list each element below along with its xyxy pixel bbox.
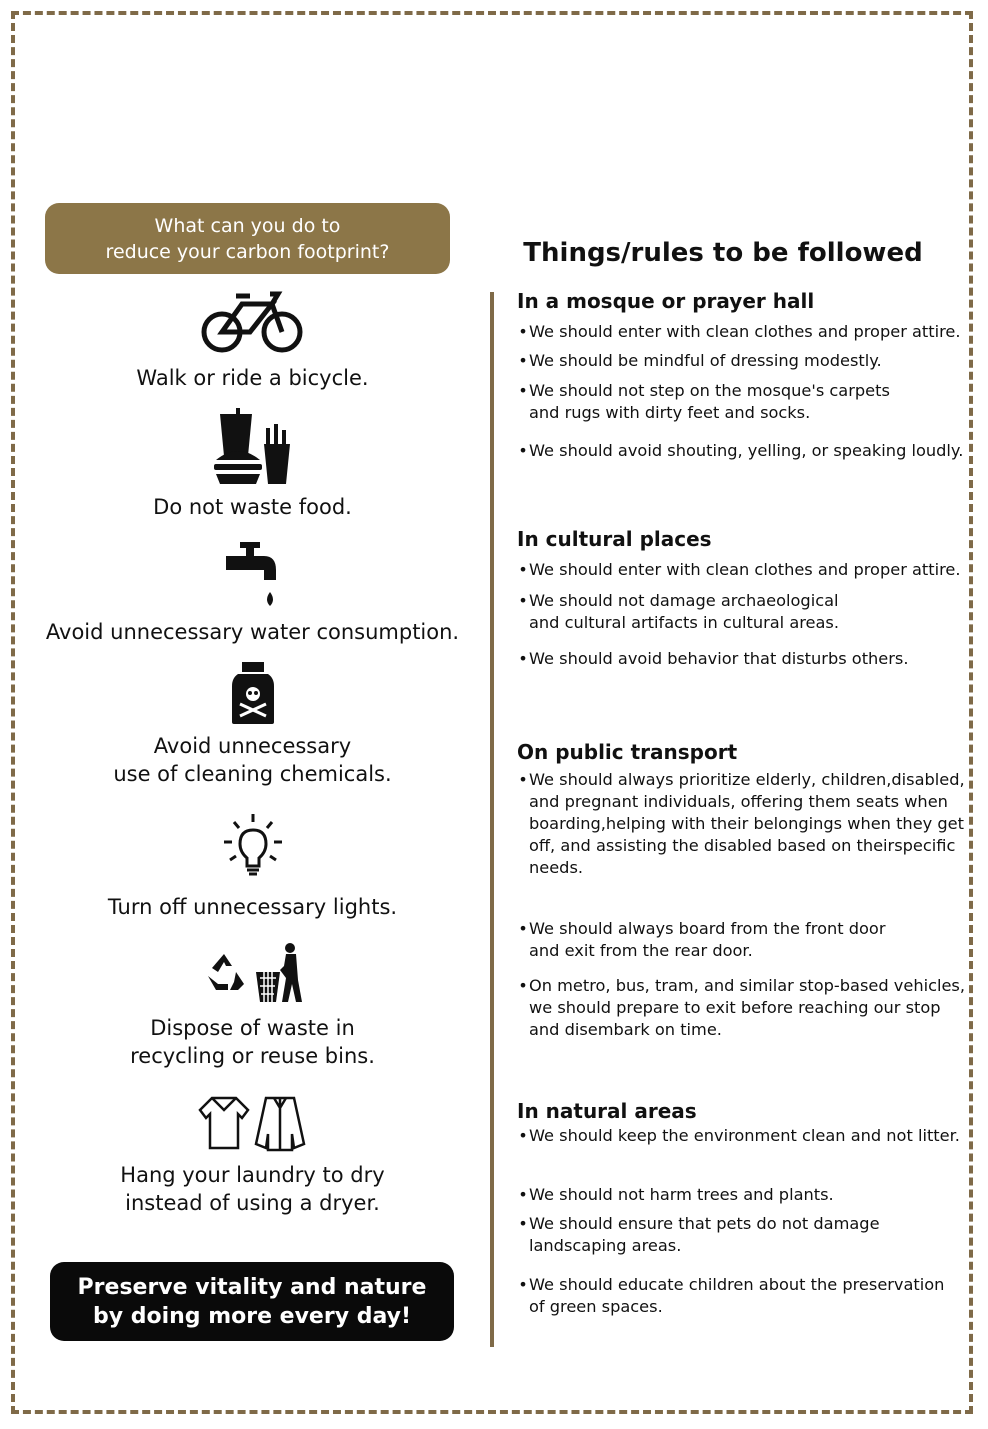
tip-walk-or-bicycle <box>40 364 465 392</box>
footer-line-1: Preserve vitality and nature <box>77 1274 427 1300</box>
rule-line: of green spaces. <box>529 1297 663 1316</box>
rule-line: We should avoid behavior that disturbs others. <box>529 649 909 668</box>
bullet: • <box>518 1214 528 1233</box>
rule-line: We should keep the environment clean and not litter. <box>529 1126 960 1145</box>
rule-line: We should enter with clean clothes and proper attire. <box>529 322 961 341</box>
rules-title: Things/rules to be followed <box>523 238 923 268</box>
bullet: • <box>518 1126 528 1145</box>
section-title-transport: On public transport <box>517 740 738 764</box>
tip-turn-off-lights <box>40 893 465 921</box>
rule-item <box>517 648 969 670</box>
rule-item <box>517 975 969 1041</box>
column-divider <box>490 292 494 1347</box>
tip-line: Walk or ride a bicycle. <box>136 366 369 390</box>
laundry-icon <box>196 1094 308 1152</box>
rule-line: and disembark on time. <box>529 1020 722 1039</box>
bullet: • <box>518 1275 528 1294</box>
tip-hang-laundry <box>40 1161 465 1217</box>
tip-line: Avoid unnecessary water consumption. <box>45 620 460 644</box>
tip-water-consumption <box>40 618 465 646</box>
bullet: • <box>518 322 528 341</box>
tip-line: Avoid unnecessary <box>153 734 352 758</box>
fast-food-icon <box>212 408 292 486</box>
header-line-1: What can you do to <box>154 214 341 237</box>
light-bulb-icon <box>222 812 284 880</box>
rule-line: We should always board from the front door <box>529 919 886 938</box>
rule-line: and rugs with dirty feet and socks. <box>529 403 811 422</box>
rule-line: we should prepare to exit before reaching our stop <box>529 998 941 1017</box>
bicycle-icon <box>200 290 304 354</box>
bullet: • <box>518 770 528 789</box>
footer-line-2: by doing more every day! <box>92 1303 411 1329</box>
rule-line: We should be mindful of dressing modestly. <box>529 351 882 370</box>
bullet: • <box>518 441 528 460</box>
rule-line: We should not step on the mosque's carpets <box>529 381 890 400</box>
rule-line: We should enter with clean clothes and proper attire. <box>529 560 961 579</box>
rule-item <box>517 1274 969 1318</box>
rule-item <box>517 350 969 372</box>
tip-line: Hang your laundry to dry <box>120 1163 385 1187</box>
rule-line: We should educate children about the preservation <box>529 1275 945 1294</box>
rule-item <box>517 1213 969 1257</box>
tip-line: instead of using a dryer. <box>125 1191 380 1215</box>
rule-line: We should ensure that pets do not damage <box>529 1214 880 1233</box>
rule-line: We should not damage archaeological <box>529 591 839 610</box>
rule-line: needs. <box>529 858 584 877</box>
rule-line: off, and assisting the disabled based on theirspecific <box>529 836 956 855</box>
bullet: • <box>518 591 528 610</box>
bullet: • <box>518 919 528 938</box>
tip-line: use of cleaning chemicals. <box>113 762 392 786</box>
rule-item <box>517 590 969 634</box>
section-title-cultural: In cultural places <box>517 527 712 551</box>
rule-line: On metro, bus, tram, and similar stop-based vehicles, <box>529 976 966 995</box>
rule-line: and pregnant individuals, offering them seats when <box>529 792 948 811</box>
tip-line: recycling or reuse bins. <box>130 1044 375 1068</box>
bullet: • <box>518 976 528 995</box>
bullet: • <box>518 351 528 370</box>
rule-item <box>517 1125 969 1147</box>
bullet: • <box>518 649 528 668</box>
rule-item <box>517 559 969 581</box>
rule-line: We should not harm trees and plants. <box>529 1185 834 1204</box>
section-title-mosque: In a mosque or prayer hall <box>517 289 815 313</box>
tip-food-waste <box>40 493 465 521</box>
rule-item <box>517 321 969 343</box>
faucet-icon <box>224 540 280 610</box>
rule-item <box>517 769 969 879</box>
rule-line: and cultural artifacts in cultural areas. <box>529 613 840 632</box>
rule-line: We should always prioritize elderly, children,disabled, <box>529 770 965 789</box>
rule-item <box>517 1184 969 1206</box>
rule-line: We should avoid shouting, yelling, or speaking loudly. <box>529 441 964 460</box>
bullet: • <box>518 560 528 579</box>
rule-item <box>517 918 969 962</box>
rule-item <box>517 380 969 424</box>
bullet: • <box>518 381 528 400</box>
rule-line: landscaping areas. <box>529 1236 682 1255</box>
tip-line: Dispose of waste in <box>150 1016 355 1040</box>
tip-cleaning-chemicals <box>40 732 465 788</box>
tip-line: Do not waste food. <box>153 495 352 519</box>
rule-line: boarding,helping with their belongings when they get <box>529 814 964 833</box>
section-title-natural: In natural areas <box>517 1099 697 1123</box>
tip-line: Turn off unnecessary lights. <box>107 895 398 919</box>
bullet: • <box>518 1185 528 1204</box>
preserve-nature-banner <box>50 1262 454 1341</box>
header-line-2: reduce your carbon footprint? <box>105 240 390 263</box>
recycle-bin-icon <box>202 940 304 1004</box>
rule-line: and exit from the rear door. <box>529 941 753 960</box>
rule-item <box>517 440 969 462</box>
poison-bottle-icon <box>230 660 276 726</box>
carbon-footprint-header <box>45 203 450 274</box>
tip-recycling-bins <box>40 1014 465 1070</box>
